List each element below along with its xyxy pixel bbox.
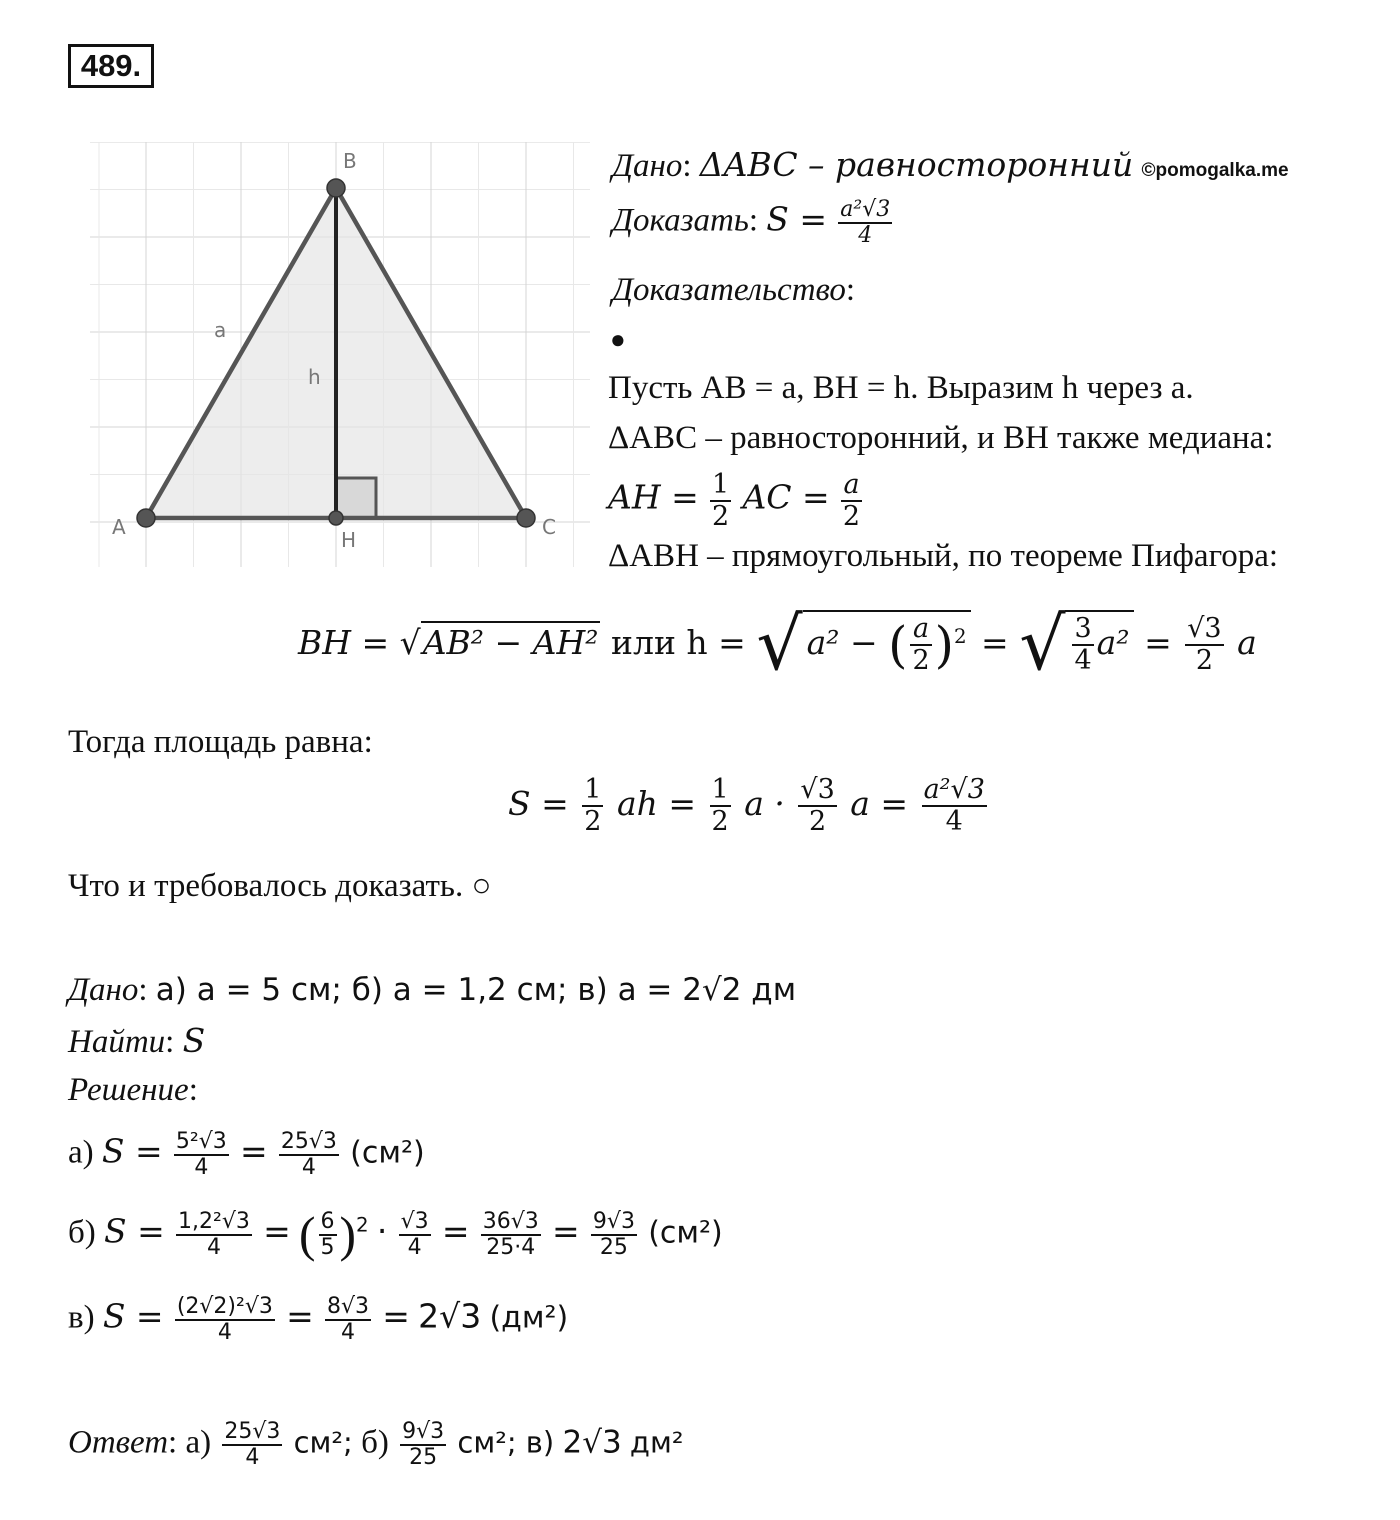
then-line: Тогда площадь равна: bbox=[68, 724, 373, 760]
prove-line: Доказать: S = $\frac{\text{a²√3}}{4}$ bbox=[612, 197, 891, 248]
right-triangle-line: ΔABH – прямоугольный, по теореме Пифагора: bbox=[608, 538, 1279, 574]
given-line-2: Дано: а) a = 5 см; б) a = 1,2 см; в) a = 2√2 дм bbox=[68, 972, 797, 1008]
solution-v: в) S = $\frac{\text{(2√2)²√3}}{4}$ = $\frac{8√3}{4}$ = 2√3 (дм²) bbox=[68, 1294, 569, 1345]
answer-label: Ответ bbox=[68, 1424, 169, 1461]
prove-fraction: $\frac{\text{a²√3}}{4}$ bbox=[840, 197, 891, 248]
bullet-icon: ● bbox=[610, 325, 626, 354]
let-line: Пусть AB = a, BH = h. Выразим h через a. bbox=[608, 370, 1194, 406]
qed-line: Что и требовалось доказать. ○ bbox=[68, 868, 492, 904]
prove-label: Доказать bbox=[612, 202, 749, 239]
ah-line: AH = $\frac{1}{2}$ AC = $\frac{a}{2}$ bbox=[608, 469, 861, 532]
median-line: ΔABC – равносторонний, и BH также медиана: bbox=[608, 420, 1274, 456]
solution-a: а) S = $\frac{\text{5²√3}}{4}$ = $\frac{25√3}{4}$ (см²) bbox=[68, 1129, 425, 1180]
solution-label-line: Решение: bbox=[68, 1072, 198, 1108]
proof-label: Доказательство bbox=[612, 272, 846, 308]
bh-equation: BH = √AB² − AH² или h = √ a² − ( $\frac{a}{2}$ )$^2$ = √ $\frac{3}{4}$ a² = $\frac{√3}{2}$ a bbox=[298, 603, 1257, 687]
label-b: B bbox=[343, 149, 357, 173]
label-h-foot: H bbox=[341, 528, 357, 552]
area-equation: S = $\frac{1}{2}$ ah = $\frac{1}{2}$ a · $\frac{√3}{2}$ a = $\frac{\text{a²√3}}{4}$ bbox=[508, 774, 985, 837]
given-line-1: Дано: ΔABC – равносторонний ©pomogalka.me bbox=[612, 145, 1289, 184]
label-height-h: h bbox=[308, 365, 321, 389]
label-side-a: a bbox=[214, 318, 227, 342]
proof-label-line: Доказательство: bbox=[612, 272, 856, 308]
find-line: Найти: S bbox=[68, 1021, 206, 1060]
watermark: ©pomogalka.me bbox=[1141, 160, 1289, 181]
triangle-figure bbox=[90, 142, 590, 567]
right-angle-mark bbox=[336, 478, 376, 518]
label-c: C bbox=[542, 515, 556, 539]
label-a-vertex: A bbox=[112, 515, 126, 539]
given-label: Дано bbox=[612, 148, 683, 184]
solution-b: б) S = $\frac{\text{1,2²√3}}{4}$ = ( $\frac{6}{5}$ )$^2$ · $\frac{√3}{4}$ = $\frac{36√3}{25\cdot 4}$ = $\frac{9√3}{25}$ (см²) bbox=[68, 1207, 723, 1262]
answer-line: Ответ: а) $\frac{25√3}{4}$ см²; б) $\frac{9√3}{25}$ см²; в) 2√3 дм² bbox=[68, 1419, 684, 1470]
problem-number: 489. bbox=[68, 44, 154, 88]
given-text: ΔABC – равносторонний bbox=[699, 145, 1134, 184]
